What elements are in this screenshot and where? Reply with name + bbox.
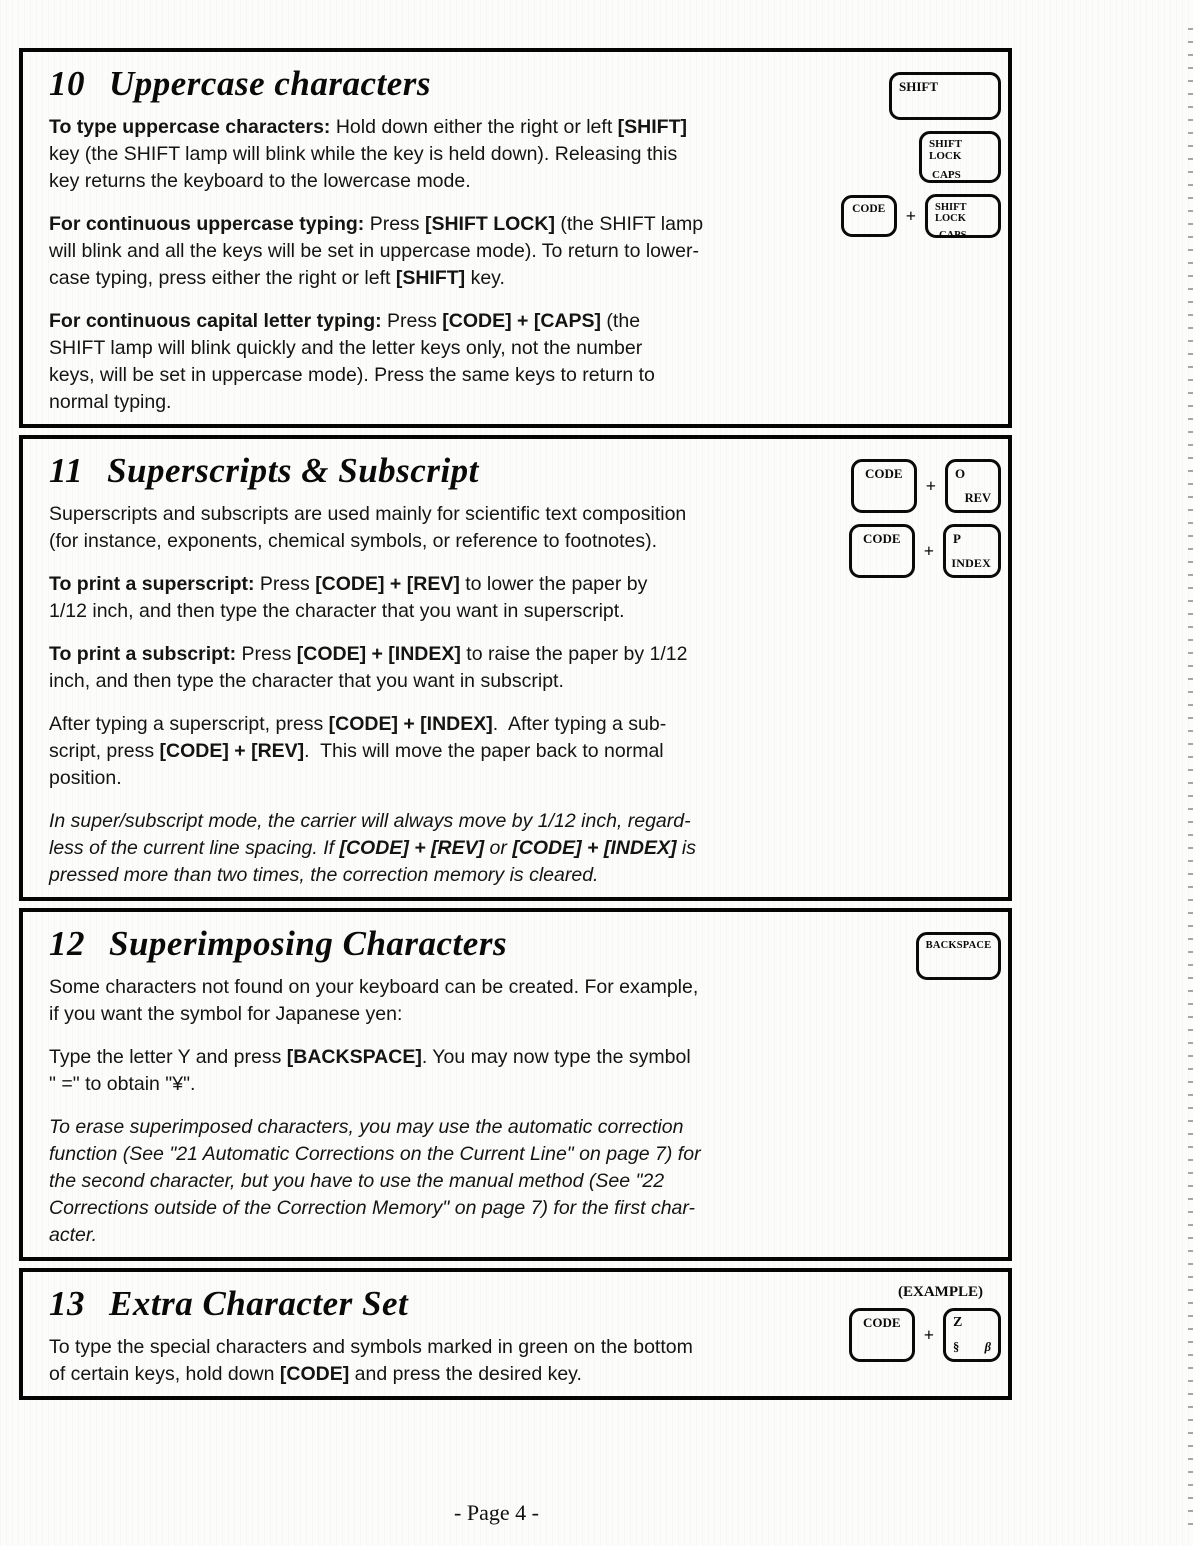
- key-label: CAPS: [932, 169, 961, 182]
- key-label: INDEX: [951, 556, 991, 571]
- section-body: [49, 1334, 859, 1388]
- key-diagrams: [849, 459, 1001, 578]
- key-z-extra: [943, 1308, 1001, 1362]
- key-label: SHIFT LOCK: [929, 138, 962, 162]
- section-number: 13: [49, 1284, 85, 1323]
- key-diagrams: [916, 932, 1001, 980]
- section-number: 12: [49, 924, 85, 963]
- plus-sign: +: [905, 205, 916, 226]
- key-combination: [919, 131, 1001, 183]
- manual-sections: [19, 48, 1012, 1407]
- key-label: P: [953, 531, 961, 546]
- key-label: CODE: [862, 1315, 901, 1330]
- key-code: [851, 459, 917, 513]
- paragraph: To type uppercase characters: Hold down either the right or left [SHIFT] key (the SHIFT lamp will blink while the key is held down). Releasing this key returns the keyboard to the lowercase mode.: [49, 116, 687, 192]
- section-heading: Superscripts & Subscript: [107, 451, 479, 490]
- plus-sign: +: [923, 1324, 934, 1345]
- section-body: [49, 114, 859, 416]
- section-heading: Superimposing Characters: [109, 924, 508, 963]
- key-combination: [916, 932, 1001, 980]
- key-combination: [889, 72, 1001, 120]
- key-label: O: [955, 466, 966, 481]
- key-code-sm: [841, 195, 897, 237]
- paragraph: To print a superscript: Press [CODE] + [REV] to lower the paper by 1/12 inch, and then type the character that you want in superscript.: [49, 573, 648, 622]
- key-code: [849, 1308, 915, 1362]
- key-shift: [889, 72, 1001, 120]
- paragraph: To type the special characters and symbols marked in green on the bottom of certain keys, hold down [CODE] and press the desired key.: [49, 1336, 693, 1385]
- paragraph: To print a subscript: Press [CODE] + [INDEX] to raise the paper by 1/12 inch, and then type the character that you want in subscript.: [49, 643, 688, 692]
- key-label: SHIFT LOCK: [935, 202, 967, 225]
- key-label: CAPS: [939, 230, 967, 242]
- key-label: SHIFT: [899, 79, 939, 94]
- plus-sign: +: [925, 475, 936, 496]
- key-diagrams: [849, 1284, 1001, 1362]
- page-number: - Page 4 -: [454, 1500, 539, 1525]
- paragraph: After typing a superscript, press [CODE] + [INDEX]. After typing a sub- script, press [CODE] + [REV]. This will move the paper back to normal position.: [49, 713, 667, 789]
- section-box-12: [19, 908, 1012, 1261]
- page-perforation-edge: [1188, 28, 1193, 1533]
- key-label: CODE: [862, 531, 901, 546]
- key-combination: [851, 459, 1001, 513]
- key-code: [849, 524, 915, 578]
- paragraph: In super/subscript mode, the carrier will always move by 1/12 inch, regard- less of the current line spacing. If [CODE] + [REV] or [CODE] + [INDEX] is pressed more than two times, the correction memory is cleared.: [49, 810, 696, 886]
- key-shift-lock: [919, 131, 1001, 183]
- paragraph: Superscripts and subscripts are used mainly for scientific text composition (for instance, exponents, chemical symbols, or reference to footnotes).: [49, 503, 687, 552]
- plus-sign: +: [923, 540, 934, 561]
- example-label: (EXAMPLE): [898, 1284, 983, 1300]
- key-rev: [945, 459, 1001, 513]
- key-combination: [841, 194, 1001, 242]
- key-label: REV: [964, 490, 991, 505]
- paragraph: For continuous capital letter typing: Press [CODE] + [CAPS] (the SHIFT lamp will blink quickly and the letter keys only, not the number keys, will be set in uppercase mode). Press the same keys to return to normal typing.: [49, 310, 655, 413]
- paragraph: To erase superimposed characters, you may use the automatic correction function (See "21 Automatic Corrections on the Current Line" on page 7) for the second character, but you have to use the manual method (See "22 Corrections outside of the Correction Memory" on page 7) for the first char- acter.: [49, 1116, 701, 1246]
- key-label: CODE: [852, 203, 886, 215]
- key-label: CODE: [864, 466, 903, 481]
- section-heading: Extra Character Set: [109, 1284, 409, 1323]
- key-label: BACKSPACE: [925, 940, 992, 951]
- key-shift-lock-sm: [925, 194, 1001, 242]
- key-combination: [849, 1308, 1001, 1362]
- paragraph: Type the letter Y and press [BACKSPACE]. You may now type the symbol " =" to obtain "¥".: [49, 1046, 691, 1095]
- section-heading: Uppercase characters: [109, 64, 432, 103]
- section-body: [49, 974, 859, 1249]
- section-number: 11: [49, 451, 84, 490]
- key-backspace: [916, 932, 1001, 980]
- section-box-13: [19, 1268, 1012, 1400]
- key-label: Z: [953, 1315, 963, 1330]
- key-index: [943, 524, 1001, 578]
- section-title: [49, 924, 998, 964]
- key-combination: [849, 524, 1001, 578]
- paragraph: For continuous uppercase typing: Press [SHIFT LOCK] (the SHIFT lamp will blink and all the keys will be set in uppercase mode). To return to lower- case typing, press either the right or left [SHIFT] key.: [49, 213, 704, 289]
- section-box-10: [19, 48, 1012, 428]
- section-box-11: [19, 435, 1012, 901]
- section-number: 10: [49, 64, 85, 103]
- key-label: § β: [953, 1339, 991, 1354]
- section-body: [49, 501, 859, 889]
- key-diagrams: [841, 72, 1001, 242]
- paragraph: Some characters not found on your keyboard can be created. For example, if you want the symbol for Japanese yen:: [49, 976, 699, 1025]
